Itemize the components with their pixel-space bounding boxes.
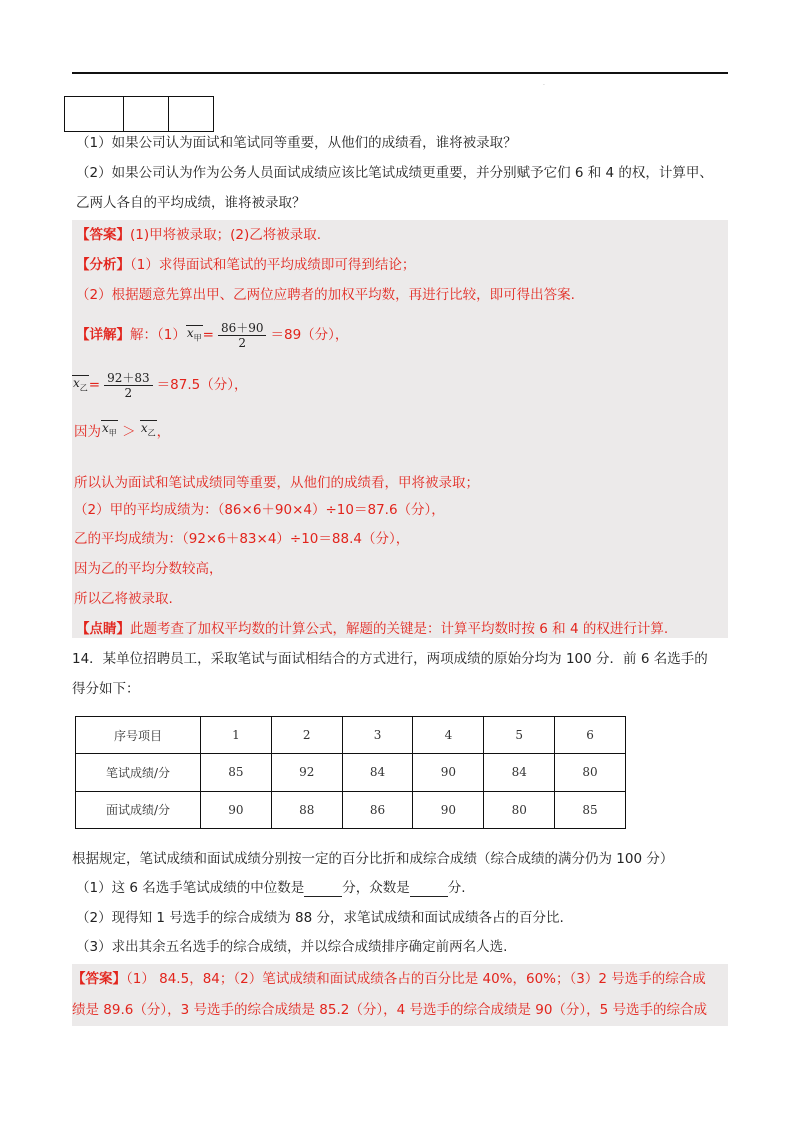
mean-jia — [101, 420, 118, 440]
calc-jia: （2）甲的平均成绩为：（86×6＋90×4）÷10＝87.6（分）， — [74, 502, 445, 518]
fraction-denominator: 2 — [238, 335, 247, 350]
detail-line-yi — [72, 368, 247, 402]
question-part-2-cont: 乙两人各自的平均成绩，谁将被录取？ — [76, 195, 306, 211]
sub-question-3: （3）求出其余五名选手的综合成绩，并以综合成绩排序确定前两名人选. — [76, 939, 508, 955]
mean-yi — [72, 375, 89, 395]
table-cell: 86 — [342, 791, 413, 828]
answer-blank — [410, 882, 448, 897]
fraction-numerator: 92＋83 — [104, 371, 153, 386]
calc-yi: 乙的平均成绩为：（92×6＋83×4）÷10＝88.4（分）， — [74, 531, 410, 547]
fraction-numerator: 86＋90 — [218, 321, 267, 336]
result-yi: ＝87.5（分）， — [156, 377, 248, 393]
fraction-denominator: 2 — [124, 385, 133, 400]
score-table — [75, 716, 626, 829]
result-jia: ＝89（分）， — [270, 327, 349, 343]
table-cell: 84 — [484, 754, 555, 791]
answer-blank — [304, 882, 342, 897]
sub-question-1-text: 分. — [447, 880, 466, 896]
answer-tag: 【答案】 — [72, 971, 126, 987]
conclusion-2: 所以乙将被录取. — [74, 591, 173, 607]
header-rule — [72, 72, 728, 74]
table-cell: 90 — [413, 754, 484, 791]
table-header-cell: 2 — [271, 717, 342, 754]
page-mark: · — [543, 82, 545, 89]
table-header-cell: 6 — [555, 717, 626, 754]
rule-text: 根据规定，笔试成绩和面试成绩分别按一定的百分比折和成综合成绩（综合成绩的满分仍为 100 分） — [72, 851, 674, 867]
table-cell: 92 — [271, 754, 342, 791]
conclusion-1: 所以认为面试和笔试成绩同等重要，从他们的成绩看，甲将被录取； — [74, 475, 479, 491]
analysis-line-2: （2）根据题意先算出甲、乙两位应聘者的加权平均数，再进行比较，即可得出答案. — [76, 287, 575, 303]
mean-sub: 乙 — [147, 428, 156, 438]
table-cell: 85 — [201, 754, 272, 791]
table-cell: 90 — [413, 791, 484, 828]
mean-sub: 甲 — [108, 428, 117, 438]
detail-tag: 【详解】 — [76, 327, 130, 343]
comment-text: 此题考查了加权平均数的计算公式，解题的关键是：计算平均数时按 6 和 4 的权进行计算. — [130, 621, 669, 637]
analysis-line — [76, 256, 415, 274]
fraction-yi — [104, 371, 153, 400]
because-text: 因为 — [74, 424, 101, 440]
fraction-jia — [218, 321, 267, 350]
table-cell: 85 — [555, 791, 626, 828]
table-row — [76, 791, 626, 828]
analysis-text: （1）求得面试和笔试的平均成绩即可得到结论； — [130, 257, 416, 273]
table-fragment-cell — [169, 97, 213, 131]
table-header-cell: 5 — [484, 717, 555, 754]
table-row — [76, 754, 626, 791]
question-14-stem-cont: 得分如下： — [72, 681, 140, 697]
analysis-tag: 【分析】 — [76, 257, 130, 273]
detail-line — [76, 318, 348, 352]
table-cell: 80 — [484, 791, 555, 828]
sub-question-1-text: 分，众数是 — [342, 880, 410, 896]
table-cell: 88 — [271, 791, 342, 828]
sub-question-2: （2）现得知 1 号选手的综合成绩为 88 分，求笔试成绩和面试成绩各占的百分比. — [76, 910, 564, 926]
sub-question-1-text: （1）这 6 名选手笔试成绩的中位数是 — [76, 880, 305, 896]
equals-sign: = — [88, 377, 101, 393]
mean-var: x — [140, 421, 148, 435]
mean-var: x — [186, 325, 194, 340]
table-header-cell: 3 — [342, 717, 413, 754]
sub-question-1 — [76, 879, 466, 897]
comment-line — [76, 620, 668, 638]
table-cell: 84 — [342, 754, 413, 791]
table-header-cell: 序号项目 — [76, 717, 201, 754]
comment-tag: 【点睛】 — [76, 621, 130, 637]
q14-answer-line — [72, 970, 706, 988]
q14-answer-line-2: 绩是 89.6（分），3 号选手的综合成绩是 85.2（分），4 号选手的综合成绩是 90（分），5 号选手的综合成 — [72, 1002, 708, 1018]
mean-sub: 甲 — [193, 333, 202, 343]
q14-answer-text: （1） 84.5，84；（2）笔试成绩和面试成绩各占的百分比是 40%，60%；（3）2 号选手的综合成 — [126, 971, 706, 987]
table-cell: 笔试成绩/分 — [76, 754, 201, 791]
table-header-row — [76, 717, 626, 754]
compare-text: 因为乙的平均分数较高， — [74, 561, 223, 577]
mean-var: x — [73, 375, 80, 390]
question-part-1: （1）如果公司认为面试和笔试同等重要，从他们的成绩看，谁将被录取？ — [76, 135, 517, 151]
compare-line — [74, 420, 170, 444]
table-fragment — [64, 96, 214, 132]
table-header-cell: 1 — [201, 717, 272, 754]
question-14-stem: 14．某单位招聘员工，采取笔试与面试相结合的方式进行，两项成绩的原始分均为 100 分．前 6 名选手的 — [72, 651, 708, 667]
table-cell: 面试成绩/分 — [76, 791, 201, 828]
equals-sign: = — [202, 327, 214, 343]
table-fragment-cell — [65, 97, 124, 131]
mean-yi — [140, 420, 157, 440]
greater-than-sign: ＞ — [122, 424, 136, 440]
answer-line — [76, 226, 321, 244]
mean-sub: 乙 — [79, 383, 88, 393]
comma: ， — [156, 424, 171, 440]
answer-tag: 【答案】 — [76, 227, 130, 243]
question-part-2: （2）如果公司认为作为公务人员面试成绩应该比笔试成绩更重要，并分别赋予它们 6 和 4 的权，计算甲、 — [76, 165, 713, 181]
mean-jia — [186, 325, 203, 345]
table-cell: 80 — [555, 754, 626, 791]
table-fragment-cell — [124, 97, 169, 131]
table-cell: 90 — [201, 791, 272, 828]
mean-var: x — [102, 421, 109, 435]
answer-text: (1)甲将被录取；(2)乙将被录取. — [130, 227, 322, 243]
detail-prefix: 解：（1） — [130, 327, 186, 343]
table-header-cell: 4 — [413, 717, 484, 754]
